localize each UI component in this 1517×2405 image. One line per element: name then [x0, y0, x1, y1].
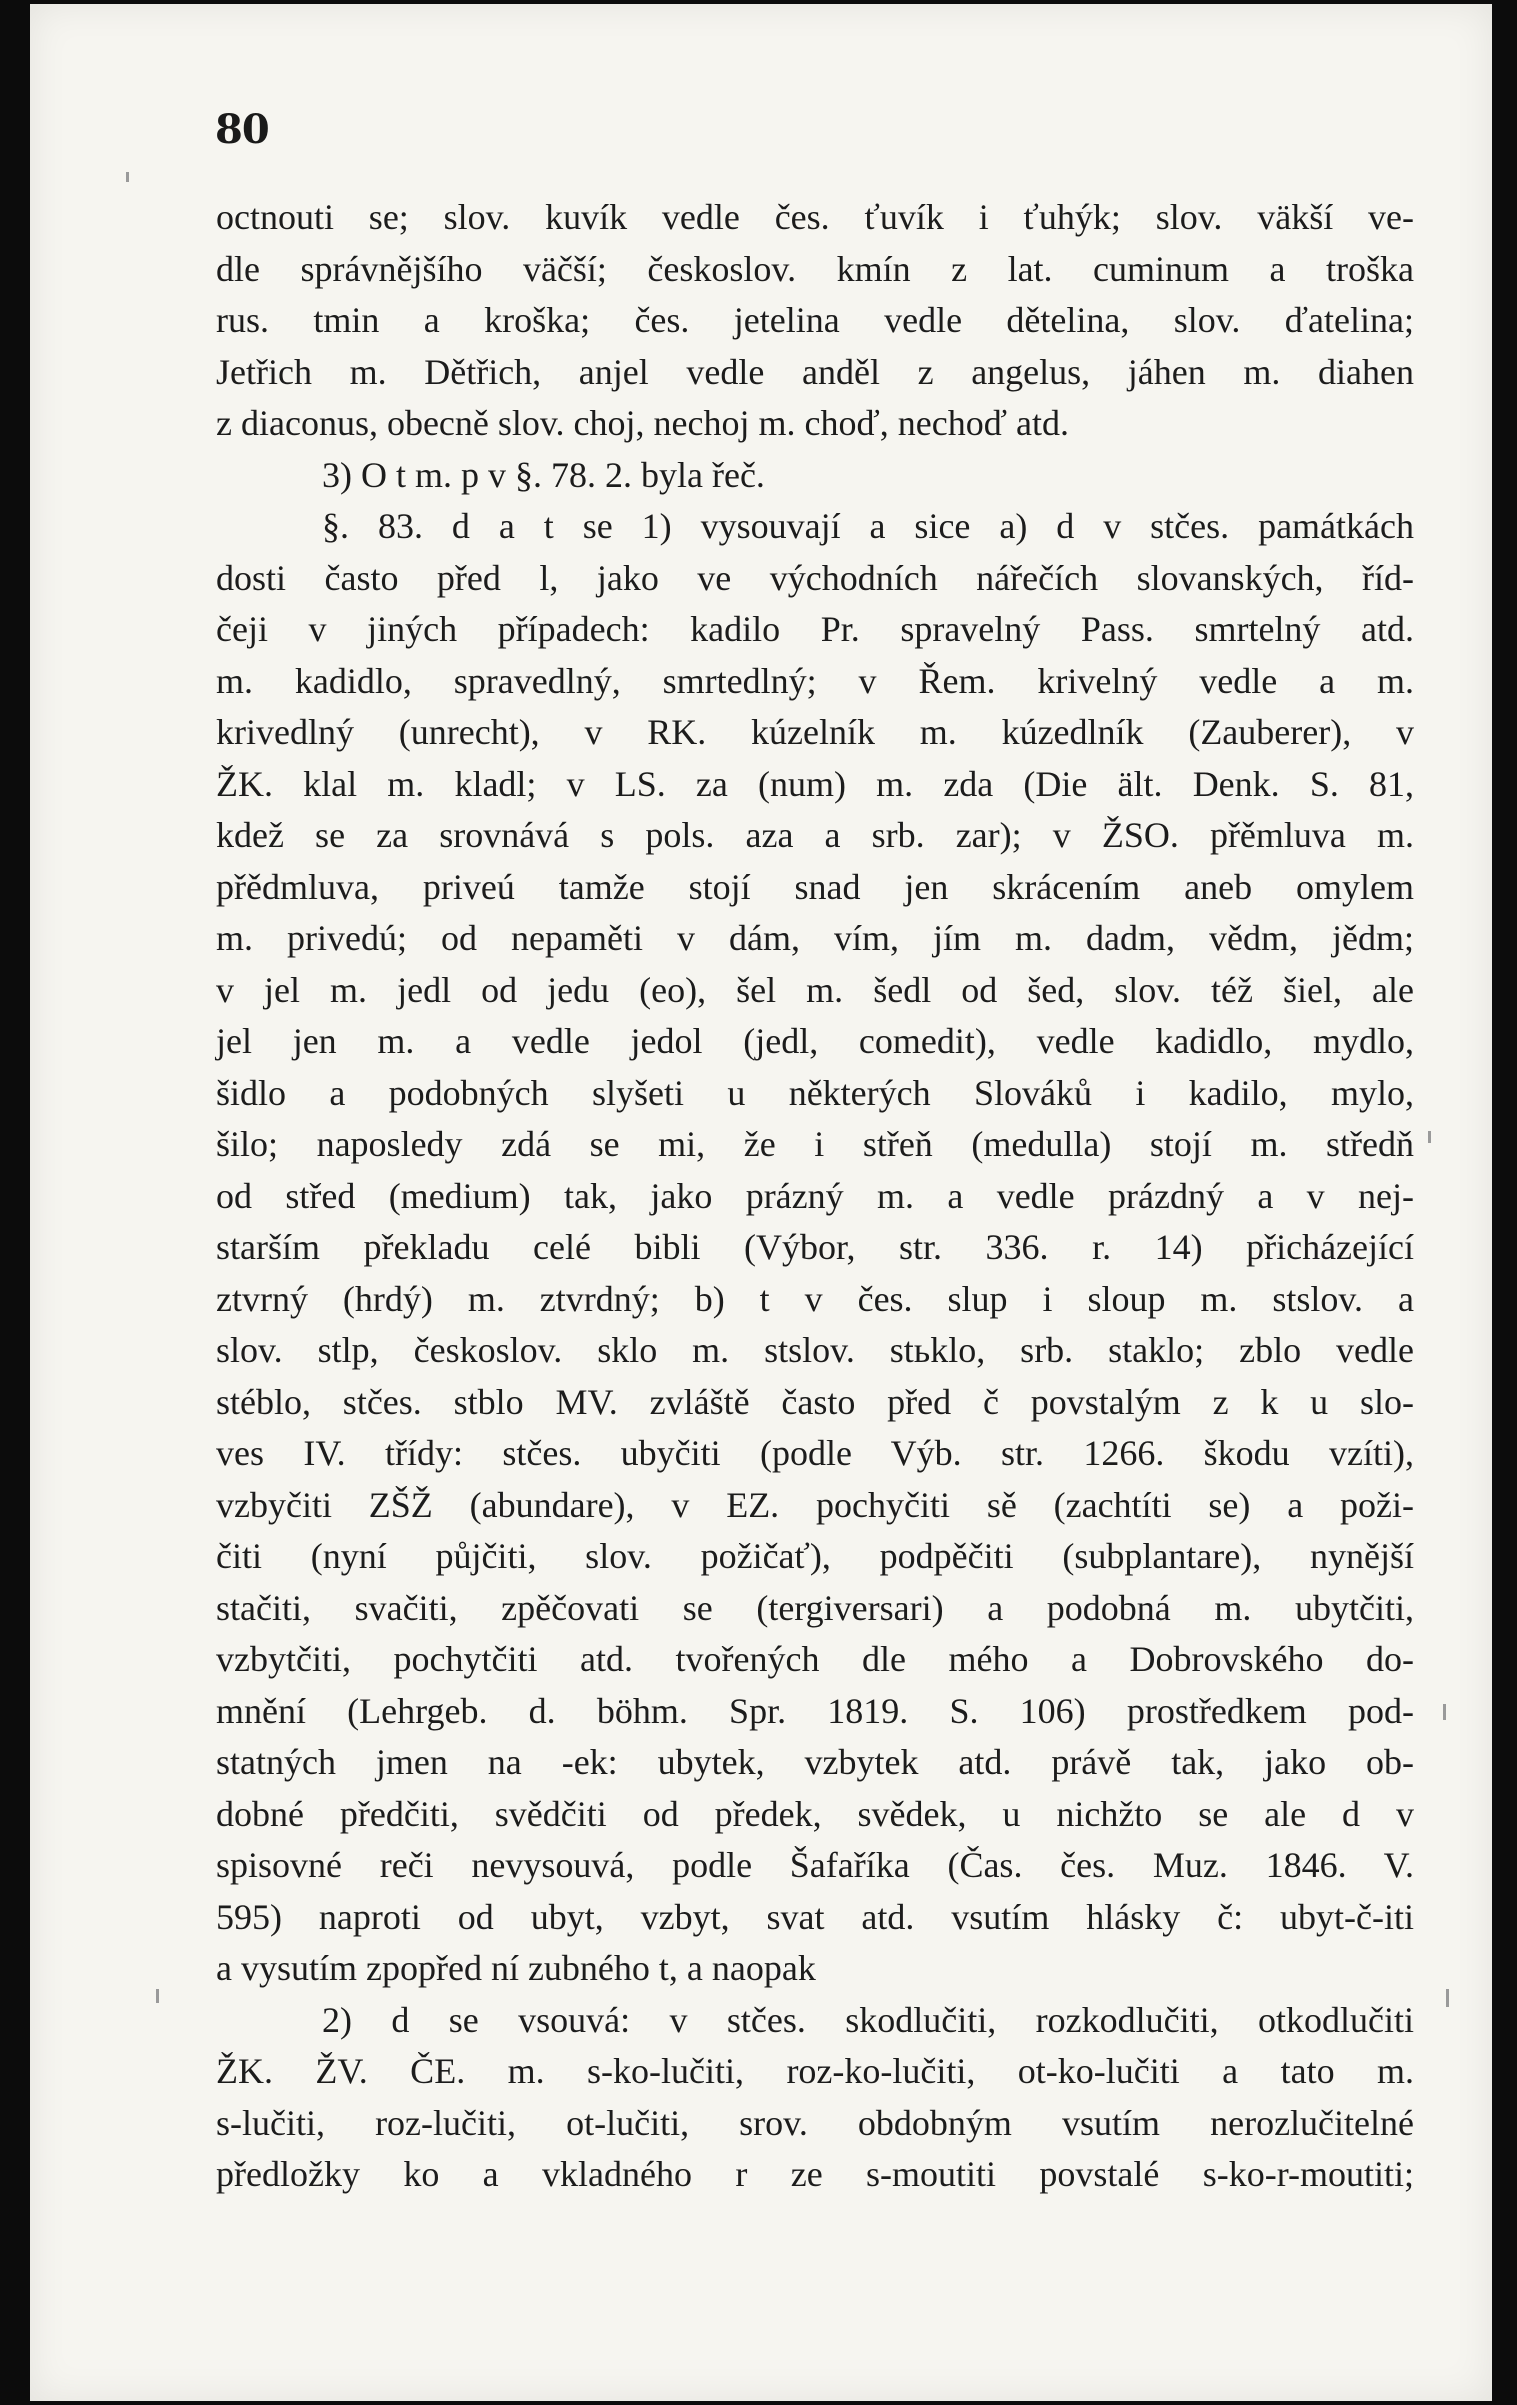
text-line: dobné předčiti, svědčiti od předek, svědek, u nichžto se ale d v: [216, 1793, 1414, 1834]
text-line: předložky ko a vkladného r ze s-moutiti povstalé s-ko-r-moutiti;: [216, 2154, 1414, 2194]
scan-mark: [1446, 1989, 1449, 2007]
text-line: Jetřich m. Dětřich, anjel vedle anděl z angelus, jáhen m. diahen: [216, 351, 1414, 392]
text-line: m. kadidlo, spravedlný, smrtedlný; v Řem. krivelný vedle a m.: [216, 660, 1414, 701]
text-line: vzbyčiti ZŠŽ (abundare), v EZ. pochyčiti sě (zachtíti se) a poži-: [216, 1484, 1414, 1525]
text-line: ŽK. klal m. kladl; v LS. za (num) m. zda (Die ält. Denk. S. 81,: [216, 763, 1414, 804]
text-line: v jel m. jedl od jedu (eo), šel m. šedl od šed, slov. též šiel, ale: [216, 969, 1414, 1010]
text-line: jel jen m. a vedle jedol (jedl, comedit), vedle kadidlo, mydlo,: [216, 1021, 1414, 1061]
text-line: octnouti se; slov. kuvík vedle čes. ťuvík i ťuhýk; slov. väkší ve-: [216, 197, 1414, 237]
text-line: rus. tmin a kroška; čes. jetelina vedle dětelina, slov. ďatelina;: [216, 300, 1414, 340]
text-line: čiti (nyní půjčiti, slov. požičať), podpěčiti (subplantare), nynější: [216, 1536, 1414, 1576]
text-line: stačiti, svačiti, zpěčovati se (tergiversari) a podobná m. ubytčiti,: [216, 1587, 1414, 1628]
text-line: s-lučiti, roz-lučiti, ot-lučiti, srov. obdobným vsutím nerozlučitelné: [216, 2102, 1414, 2143]
section-heading-line: §. 83. d a t se 1) vysouvají a sice a) d v stčes. památkách: [322, 506, 1414, 546]
text-line: spisovné reči nevysouvá, podle Šafaříka (Čas. čes. Muz. 1846. V.: [216, 1845, 1414, 1885]
body-text: [216, 192, 1414, 2201]
text-line: kdež se za srovnává s pols. aza a srb. zar); v ŽSO. přěmluva m.: [216, 815, 1414, 855]
text-line: vzbytčiti, pochytčiti atd. tvořených dle mého a Dobrovského do-: [216, 1639, 1414, 1679]
text-line: od střed (medium) tak, jako prázný m. a vedle prázdný a v nej-: [216, 1175, 1414, 1216]
scan-mark: [1428, 1131, 1431, 1143]
text-line: přědmluva, priveú tamže stojí snad jen skrácením aneb omylem: [216, 866, 1414, 907]
text-line: šilo; naposledy zdá se mi, že i střeň (medulla) stojí m. středň: [216, 1124, 1414, 1164]
text-line: stéblo, stčes. stblo MV. zvláště často před č povstalým z k u slo-: [216, 1381, 1414, 1422]
text-line: slov. stlp, českoslov. sklo m. stslov. stьklo, srb. staklo; zblo vedle: [216, 1330, 1414, 1370]
text-line: dosti často před l, jako ve východních nářečích slovanských, říd-: [216, 557, 1414, 598]
text-line: z diaconus, obecně slov. choj, nechoj m. choď, nechoď atd.: [216, 403, 1069, 443]
book-page: [30, 4, 1492, 2401]
text-line: čeji v jiných případech: kadilo Pr. spravelný Pass. smrtelný atd.: [216, 609, 1414, 649]
text-line: šidlo a podobných slyšeti u některých Slováků i kadilo, mylo,: [216, 1072, 1414, 1113]
text-line: ŽK. ŽV. ČE. m. s-ko-lučiti, roz-ko-lučiti, ot-ko-lučiti a tato m.: [216, 2051, 1414, 2091]
text-line: 3) O t m. p v §. 78. 2. byla řeč.: [322, 454, 765, 495]
text-line: a vysutím zpopřed ní zubného t, a naopak: [216, 1948, 816, 1988]
page-number: 80: [215, 106, 269, 153]
scan-mark: [156, 1989, 159, 2003]
text-line: statných jmen na -ek: ubytek, vzbytek atd. právě tak, jako ob-: [216, 1742, 1414, 1782]
text-line: dle správnějšího väčší; českoslov. kmín z lat. cuminum a troška: [216, 248, 1414, 289]
text-line: ztvrný (hrdý) m. ztvrdný; b) t v čes. slup i sloup m. stslov. a: [216, 1278, 1414, 1319]
scan-mark: [1443, 1704, 1446, 1720]
text-line: krivedlný (unrecht), v RK. kúzelník m. kúzedlník (Zauberer), v: [216, 712, 1414, 752]
text-line: starším překladu celé bibli (Výbor, str. 336. r. 14) přicházející: [216, 1227, 1414, 1267]
text-line: ves IV. třídy: stčes. ubyčiti (podle Výb. str. 1266. škodu vzíti),: [216, 1433, 1414, 1473]
text-line: m. privedú; od nepaměti v dám, vím, jím m. dadm, vědm, jědm;: [216, 918, 1414, 958]
text-line: mnění (Lehrgeb. d. böhm. Spr. 1819. S. 106) prostředkem pod-: [216, 1690, 1414, 1731]
text-line: 595) naproti od ubyt, vzbyt, svat atd. vsutím hlásky č: ubyt-č-iti: [216, 1896, 1414, 1937]
scan-mark: [126, 172, 129, 182]
text-line: 2) d se vsouvá: v stčes. skodlučiti, rozkodlučiti, otkodlučiti: [322, 1999, 1414, 2040]
